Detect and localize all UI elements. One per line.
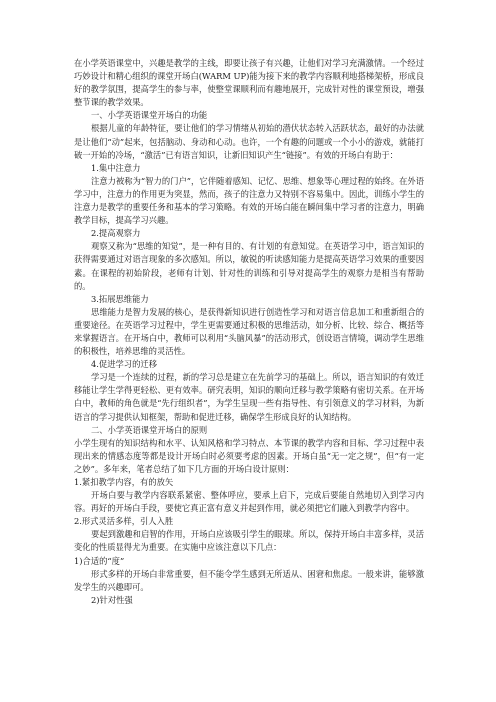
paragraph-transfer: 学习是一个连续的过程，新的学习总是建立在先前学习的基础上。所以，语言知识的有效迁移能让学生学得更轻松、更有效率。研究表明，知识的顺向迁移与教学策略有密切关系。在开场白中，教师的角色就是“先行组织者”，为学生呈现一些有指导性、有引领意义的学习材料，为新语言的学习提供认知框架，帮助和促进迁移，确保学生形成良好的认知结构。 <box>74 372 424 422</box>
subheading-appropriate-degree: 1)合适的“度” <box>74 555 125 566</box>
subheading-flexible-forms: 2.形式灵活多样，引人入胜 <box>74 516 174 527</box>
subheading-observation: 2.提高观察力 <box>91 228 141 239</box>
subheading-content-focus: 1.紧扣教学内容，有的放矢 <box>74 477 174 487</box>
paragraph-flexible-forms: 要起到激趣和启智的作用，开场白应该吸引学生的眼球。所以，保持开场白丰富多样，灵活变化的性质显得尤为重要。在实施中应该注意以下几点： <box>74 529 424 553</box>
paragraph-observation: 观察又称为“思维的知觉”，是一种有目的、有计划的有意知觉。在英语学习中，语言知识的获得需要通过对语言现象的多次感知。所以，敏锐的听读感知能力是提高英语学习效果的重要因素。在课程的初始阶段，老师有计划、针对性的训练和引导对提高学生的观察力是相当有帮助的。 <box>74 241 424 291</box>
paragraph-principles-overview: 小学生现有的知识结构和水平、认知风格和学习特点、本节课的教学内容和目标、学习过程中表现出来的情感态度等都是设计开场白时必须要考虑的因素。开场白虽“无一定之规”，但“有一定之妙”。多年来，笔者总结了如下几方面的开场白设计原则： <box>74 437 424 474</box>
section-heading-principles: 二、小学英语课堂开场白的原则 <box>91 424 208 435</box>
paragraph-thinking: 思维能力是智力发展的核心，是获得新知识进行创造性学习和对语言信息加工和重新组合的重要途径。在英语学习过程中，学生更需要通过积极的思维活动，如分析、比较、综合、概括等来掌握语言。在开场白中，教师可以利用“头脑风暴”的活动形式，创设语言情境，调动学生思维的积极性，培养思维的灵活性。 <box>74 306 424 357</box>
intro-paragraph: 在小学英语课堂中，兴趣是教学的主线，即要让孩子有兴趣，让他们对学习充满激情。一个经过巧妙设计和精心组织的课堂开场白(WARM UP)能为接下来的教学内容顺利地搭梯架桥，形成良好的教学氛围，提高学生的参与率，使整堂课顺利而有趣地展开，完成针对性的课堂预设，增强整节课的教学效果。 <box>74 58 424 108</box>
document-body <box>74 57 424 607</box>
paragraph-content-focus: 开场白要与教学内容联系紧密、整体呼应，要承上启下，完成后要能自然地切入到学习内容。再好的开场白手段，要使它真正富有意义并起到作用，就必须把它们融入到教学内容中。 <box>74 490 424 514</box>
section-heading-functions: 一、小学英语课堂开场白的功能 <box>91 110 208 121</box>
paragraph-appropriate-degree: 形式多样的开场白非常重要，但不能令学生感到无所适从、困窘和焦虑。一般来讲，能够激发学生的兴趣即可。 <box>74 568 424 592</box>
subheading-thinking: 3.拓展思维能力 <box>91 293 149 304</box>
paragraph-functions-overview: 根据儿童的年龄特征，要让他们的学习情绪从初始的潜伏状态转入活跃状态，最好的办法就是让他们“动”起来，包括脑动、身动和心动。也许，一个有趣的问题或一个小小的游戏，就能打破一开始的冷场，“激活”已有语言知识，让新旧知识产生“链接”。有效的开场白有助于： <box>74 123 424 160</box>
subheading-targeted: 2)针对性强 <box>91 594 133 605</box>
subheading-attention: 1.集中注意力 <box>91 162 141 173</box>
subheading-transfer: 4.促进学习的迁移 <box>91 359 157 370</box>
paragraph-attention: 注意力被称为“智力的门户”，它伴随着感知、记忆、思维、想象等心理过程的始终。在外语学习中，注意力的作用更为突显，然而，孩子的注意力又特别不容易集中。因此，训练小学生的注意力是教学的重要任务和基本的学习策略。有效的开场白能在瞬间集中学习者的注意力，明确教学目标，提高学习兴趣。 <box>74 175 424 226</box>
